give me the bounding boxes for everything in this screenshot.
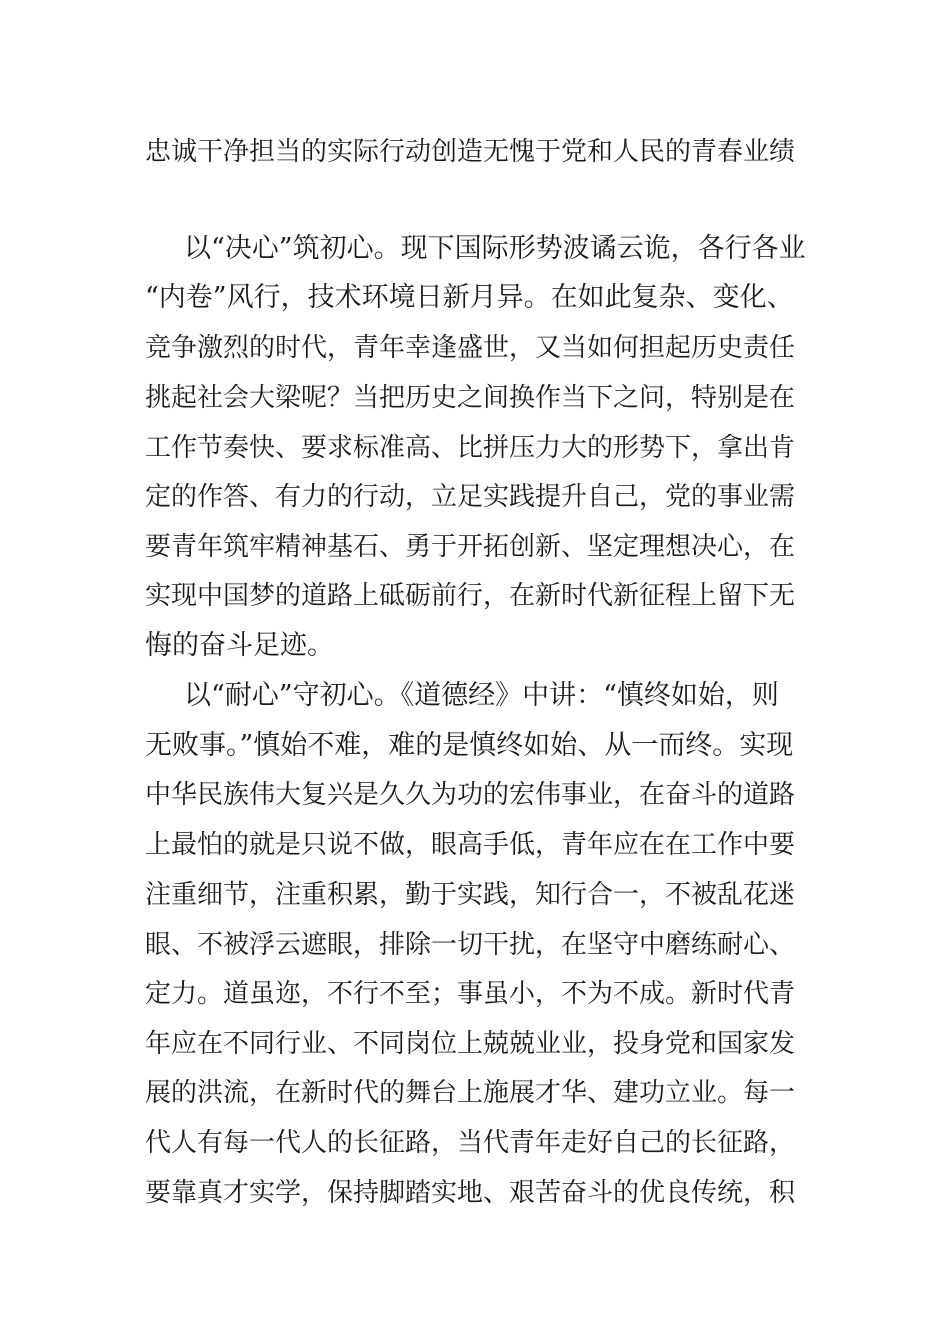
paragraph-line: 中华民族伟大复兴是久久为功的宏伟事业，在奋斗的道路 [145, 780, 796, 810]
paragraph-line: 挑起社会大梁呢？当把历史之间换作当下之问，特别是在 [145, 383, 796, 413]
paragraph-line: 展的洪流，在新时代的舞台上施展才华、建功立业。每一 [145, 1078, 796, 1108]
paragraph-line: 眼、不被浮云遮眼，排除一切干扰，在坚守中磨练耐心、 [145, 930, 796, 960]
paragraph-line: 注重细节，注重积累，勤于实践，知行合一，不被乱花迷 [145, 880, 796, 910]
paragraph-line: “内卷”风行，技术环境日新月异。在如此复杂、变化、 [145, 282, 794, 313]
paragraph-line: 定的作答、有力的行动，立足实践提升自己，党的事业需 [145, 482, 796, 512]
paragraph-line: 年应在不同行业、不同岗位上兢兢业业，投身党和国家发 [145, 1029, 796, 1059]
paragraph-line: 以“决心”筑初心。现下国际形势波谲云诡，各行各业 [184, 233, 806, 264]
paragraph-line: 悔的奋斗足迹。 [145, 630, 334, 661]
paragraph-line: 工作节奏快、要求标准高、比拼压力大的形势下，拿出肯 [145, 433, 796, 463]
paragraph-line: 代人有每一代人的长征路，当代青年走好自己的长征路， [145, 1128, 796, 1158]
paragraph-line: 要青年筑牢精神基石、勇于开拓创新、坚定理想决心，在 [145, 532, 796, 562]
paragraph-line: 竞争激烈的时代，青年幸逢盛世，又当如何担起历史责任 [145, 333, 796, 363]
paragraph-line: 实现中国梦的道路上砥砺前行，在新时代新征程上留下无 [145, 581, 796, 611]
paragraph-line: 要靠真才实学，保持脚踏实地、艰苦奋斗的优良传统，积 [145, 1178, 796, 1208]
paragraph-line: 定力。道虽迩，不行不至；事虽小，不为不成。新时代青 [145, 979, 796, 1009]
paragraph-line: 无败事。”慎始不难，难的是慎终如始、从一而终。实现 [145, 730, 794, 761]
paragraph-line: 以“耐心”守初心。《道德经》中讲：“慎终如始，则 [184, 680, 779, 711]
paragraph-line: 上最怕的就是只说不做，眼高手低，青年应在在工作中要 [145, 830, 796, 860]
heading-line: 忠诚干净担当的实际行动创造无愧于党和人民的青春业绩 [145, 137, 796, 167]
